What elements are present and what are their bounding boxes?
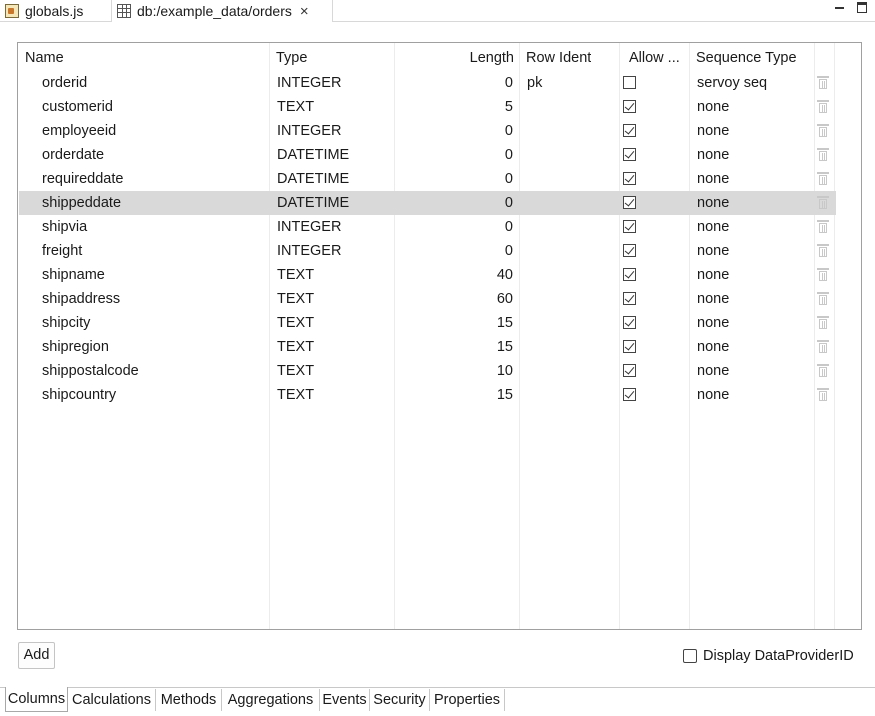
cell-sequence-type[interactable]: none [697, 147, 730, 163]
cell-sequence-type[interactable]: none [697, 291, 730, 307]
table-row[interactable] [19, 191, 836, 215]
table-row[interactable] [19, 215, 836, 239]
table-row[interactable] [19, 359, 836, 383]
table-row[interactable] [19, 287, 836, 311]
cell-name[interactable]: shipcountry [42, 387, 117, 403]
cell-name[interactable]: shipregion [42, 339, 109, 355]
allow-null-checkbox[interactable] [623, 340, 636, 353]
cell-sequence-type[interactable]: none [697, 195, 730, 211]
cell-sequence-type[interactable]: none [697, 219, 730, 235]
delete-column-button[interactable] [817, 315, 829, 330]
table-row[interactable] [19, 71, 836, 95]
cell-sequence-type[interactable]: none [697, 339, 730, 355]
js-file-icon [5, 4, 19, 18]
cell-name[interactable]: shipcity [42, 315, 91, 331]
allow-null-checkbox[interactable] [623, 220, 636, 233]
maximize-icon[interactable] [857, 2, 867, 13]
allow-null-checkbox[interactable] [623, 388, 636, 401]
allow-null-checkbox[interactable] [623, 172, 636, 185]
cell-length[interactable]: 0 [504, 195, 513, 211]
header-row-ident[interactable]: Row Ident [526, 50, 592, 66]
delete-column-button[interactable] [817, 147, 829, 162]
cell-length[interactable]: 5 [504, 99, 513, 115]
trash-icon [817, 315, 829, 330]
cell-sequence-type[interactable]: none [697, 387, 730, 403]
allow-null-checkbox[interactable] [623, 196, 636, 209]
checkbox-box[interactable] [683, 649, 697, 663]
cell-type[interactable]: INTEGER [277, 123, 342, 139]
cell-length[interactable]: 0 [504, 147, 513, 163]
delete-column-button[interactable] [817, 363, 829, 378]
cell-type[interactable]: INTEGER [277, 75, 342, 91]
trash-icon [817, 171, 829, 186]
display-dataprovider-id-checkbox[interactable] [683, 647, 854, 665]
table-row[interactable] [19, 383, 836, 407]
cell-sequence-type[interactable]: none [697, 315, 730, 331]
delete-column-button[interactable] [817, 75, 829, 90]
delete-column-button[interactable] [817, 99, 829, 114]
cell-name[interactable]: shipname [42, 267, 105, 283]
delete-column-button[interactable] [817, 267, 829, 282]
cell-length[interactable]: 0 [504, 75, 513, 91]
cell-length[interactable]: 15 [496, 387, 513, 403]
table-row[interactable] [19, 311, 836, 335]
cell-sequence-type[interactable]: none [697, 99, 730, 115]
header-allow-null[interactable]: Allow ... [629, 50, 680, 66]
cell-row-ident[interactable]: pk [527, 75, 543, 91]
trash-icon [817, 75, 829, 90]
table-row[interactable] [19, 335, 836, 359]
table-icon [117, 4, 131, 18]
minimize-icon[interactable] [834, 2, 846, 14]
delete-column-button[interactable] [817, 339, 829, 354]
trash-icon [817, 195, 829, 210]
table-row[interactable] [19, 167, 836, 191]
cell-sequence-type[interactable]: none [697, 243, 730, 259]
header-length[interactable]: Length [469, 50, 514, 66]
cell-length[interactable]: 15 [496, 339, 513, 355]
cell-length[interactable]: 40 [496, 267, 513, 283]
header-type[interactable]: Type [276, 50, 308, 66]
delete-column-button[interactable] [817, 171, 829, 186]
cell-type[interactable]: TEXT [277, 363, 315, 379]
cell-type[interactable]: DATETIME [277, 195, 350, 211]
add-button[interactable]: Add [18, 642, 55, 669]
cell-type[interactable]: TEXT [277, 315, 315, 331]
cell-name[interactable]: orderdate [42, 147, 105, 163]
trash-icon [817, 291, 829, 306]
cell-type[interactable]: TEXT [277, 99, 315, 115]
allow-null-checkbox[interactable] [623, 124, 636, 137]
trash-icon [817, 363, 829, 378]
cell-name[interactable]: orderid [42, 75, 88, 91]
allow-null-checkbox[interactable] [623, 316, 636, 329]
delete-column-button[interactable] [817, 123, 829, 138]
tab-orders-table[interactable] [111, 0, 333, 22]
table-row[interactable] [19, 239, 836, 263]
tab-methods[interactable]: Methods [156, 689, 222, 711]
trash-icon [817, 219, 829, 234]
cell-name[interactable]: shippostalcode [42, 363, 139, 379]
trash-icon [817, 123, 829, 138]
table-row[interactable] [19, 143, 836, 167]
cell-type[interactable]: INTEGER [277, 243, 342, 259]
tab-divider [331, 21, 875, 22]
cell-type[interactable]: TEXT [277, 267, 315, 283]
cell-length[interactable]: 0 [504, 123, 513, 139]
tab-properties[interactable]: Properties [430, 689, 505, 711]
delete-column-button[interactable] [817, 387, 829, 402]
delete-column-button[interactable] [817, 195, 829, 210]
cell-length[interactable]: 0 [504, 243, 513, 259]
columns-table [17, 42, 862, 630]
table-row[interactable] [19, 263, 836, 287]
cell-name[interactable]: shipaddress [42, 291, 121, 307]
trash-icon [817, 339, 829, 354]
tab-globals-js[interactable] [0, 0, 111, 22]
allow-null-checkbox[interactable] [623, 364, 636, 377]
tab-calculations[interactable]: Calculations [68, 689, 156, 711]
cell-sequence-type[interactable]: none [697, 123, 730, 139]
cell-sequence-type[interactable]: none [697, 363, 730, 379]
delete-column-button[interactable] [817, 243, 829, 258]
header-name[interactable]: Name [25, 50, 64, 66]
cell-type[interactable]: DATETIME [277, 147, 350, 163]
checkbox-label: Display DataProviderID [703, 648, 854, 664]
cell-type[interactable]: TEXT [277, 339, 315, 355]
allow-null-checkbox[interactable] [623, 76, 636, 89]
cell-length[interactable]: 60 [496, 291, 513, 307]
allow-null-checkbox[interactable] [623, 268, 636, 281]
header-sequence-type[interactable]: Sequence Type [696, 50, 797, 66]
cell-length[interactable]: 0 [504, 219, 513, 235]
trash-icon [817, 99, 829, 114]
cell-length[interactable]: 0 [504, 171, 513, 187]
trash-icon [817, 267, 829, 282]
cell-name[interactable]: employeeid [42, 123, 117, 139]
table-row[interactable] [19, 119, 836, 143]
cell-type[interactable]: TEXT [277, 387, 315, 403]
delete-column-button[interactable] [817, 219, 829, 234]
cell-sequence-type[interactable]: none [697, 267, 730, 283]
tab-label: globals.js [25, 3, 84, 19]
allow-null-checkbox[interactable] [623, 244, 636, 257]
cell-sequence-type[interactable]: none [697, 171, 730, 187]
trash-icon [817, 243, 829, 258]
allow-null-checkbox[interactable] [623, 148, 636, 161]
cell-type[interactable]: INTEGER [277, 219, 342, 235]
allow-null-checkbox[interactable] [623, 100, 636, 113]
cell-name[interactable]: shippeddate [42, 195, 122, 211]
trash-icon [817, 147, 829, 162]
cell-sequence-type[interactable]: servoy seq [697, 75, 768, 91]
cell-type[interactable]: DATETIME [277, 171, 350, 187]
tab-events[interactable]: Events [320, 689, 370, 711]
editor-page-tabs [0, 687, 875, 716]
close-icon[interactable]: × [299, 2, 309, 20]
trash-icon [817, 387, 829, 402]
cell-name[interactable]: customerid [42, 99, 113, 115]
tab-rule [0, 687, 875, 688]
cell-type[interactable]: TEXT [277, 291, 315, 307]
tab-aggregations[interactable]: Aggregations [222, 689, 320, 711]
table-row[interactable] [19, 95, 836, 119]
allow-null-checkbox[interactable] [623, 292, 636, 305]
delete-column-button[interactable] [817, 291, 829, 306]
tab-columns[interactable]: Columns [5, 687, 68, 712]
tab-label: db:/example_data/orders [137, 3, 292, 19]
cell-name[interactable]: freight [42, 243, 83, 259]
cell-length[interactable]: 15 [496, 315, 513, 331]
tab-security[interactable]: Security [370, 689, 430, 711]
cell-name[interactable]: requireddate [42, 171, 124, 187]
cell-length[interactable]: 10 [496, 363, 513, 379]
table-header [18, 43, 861, 71]
editor-tab-bar [0, 0, 875, 22]
cell-name[interactable]: shipvia [42, 219, 88, 235]
